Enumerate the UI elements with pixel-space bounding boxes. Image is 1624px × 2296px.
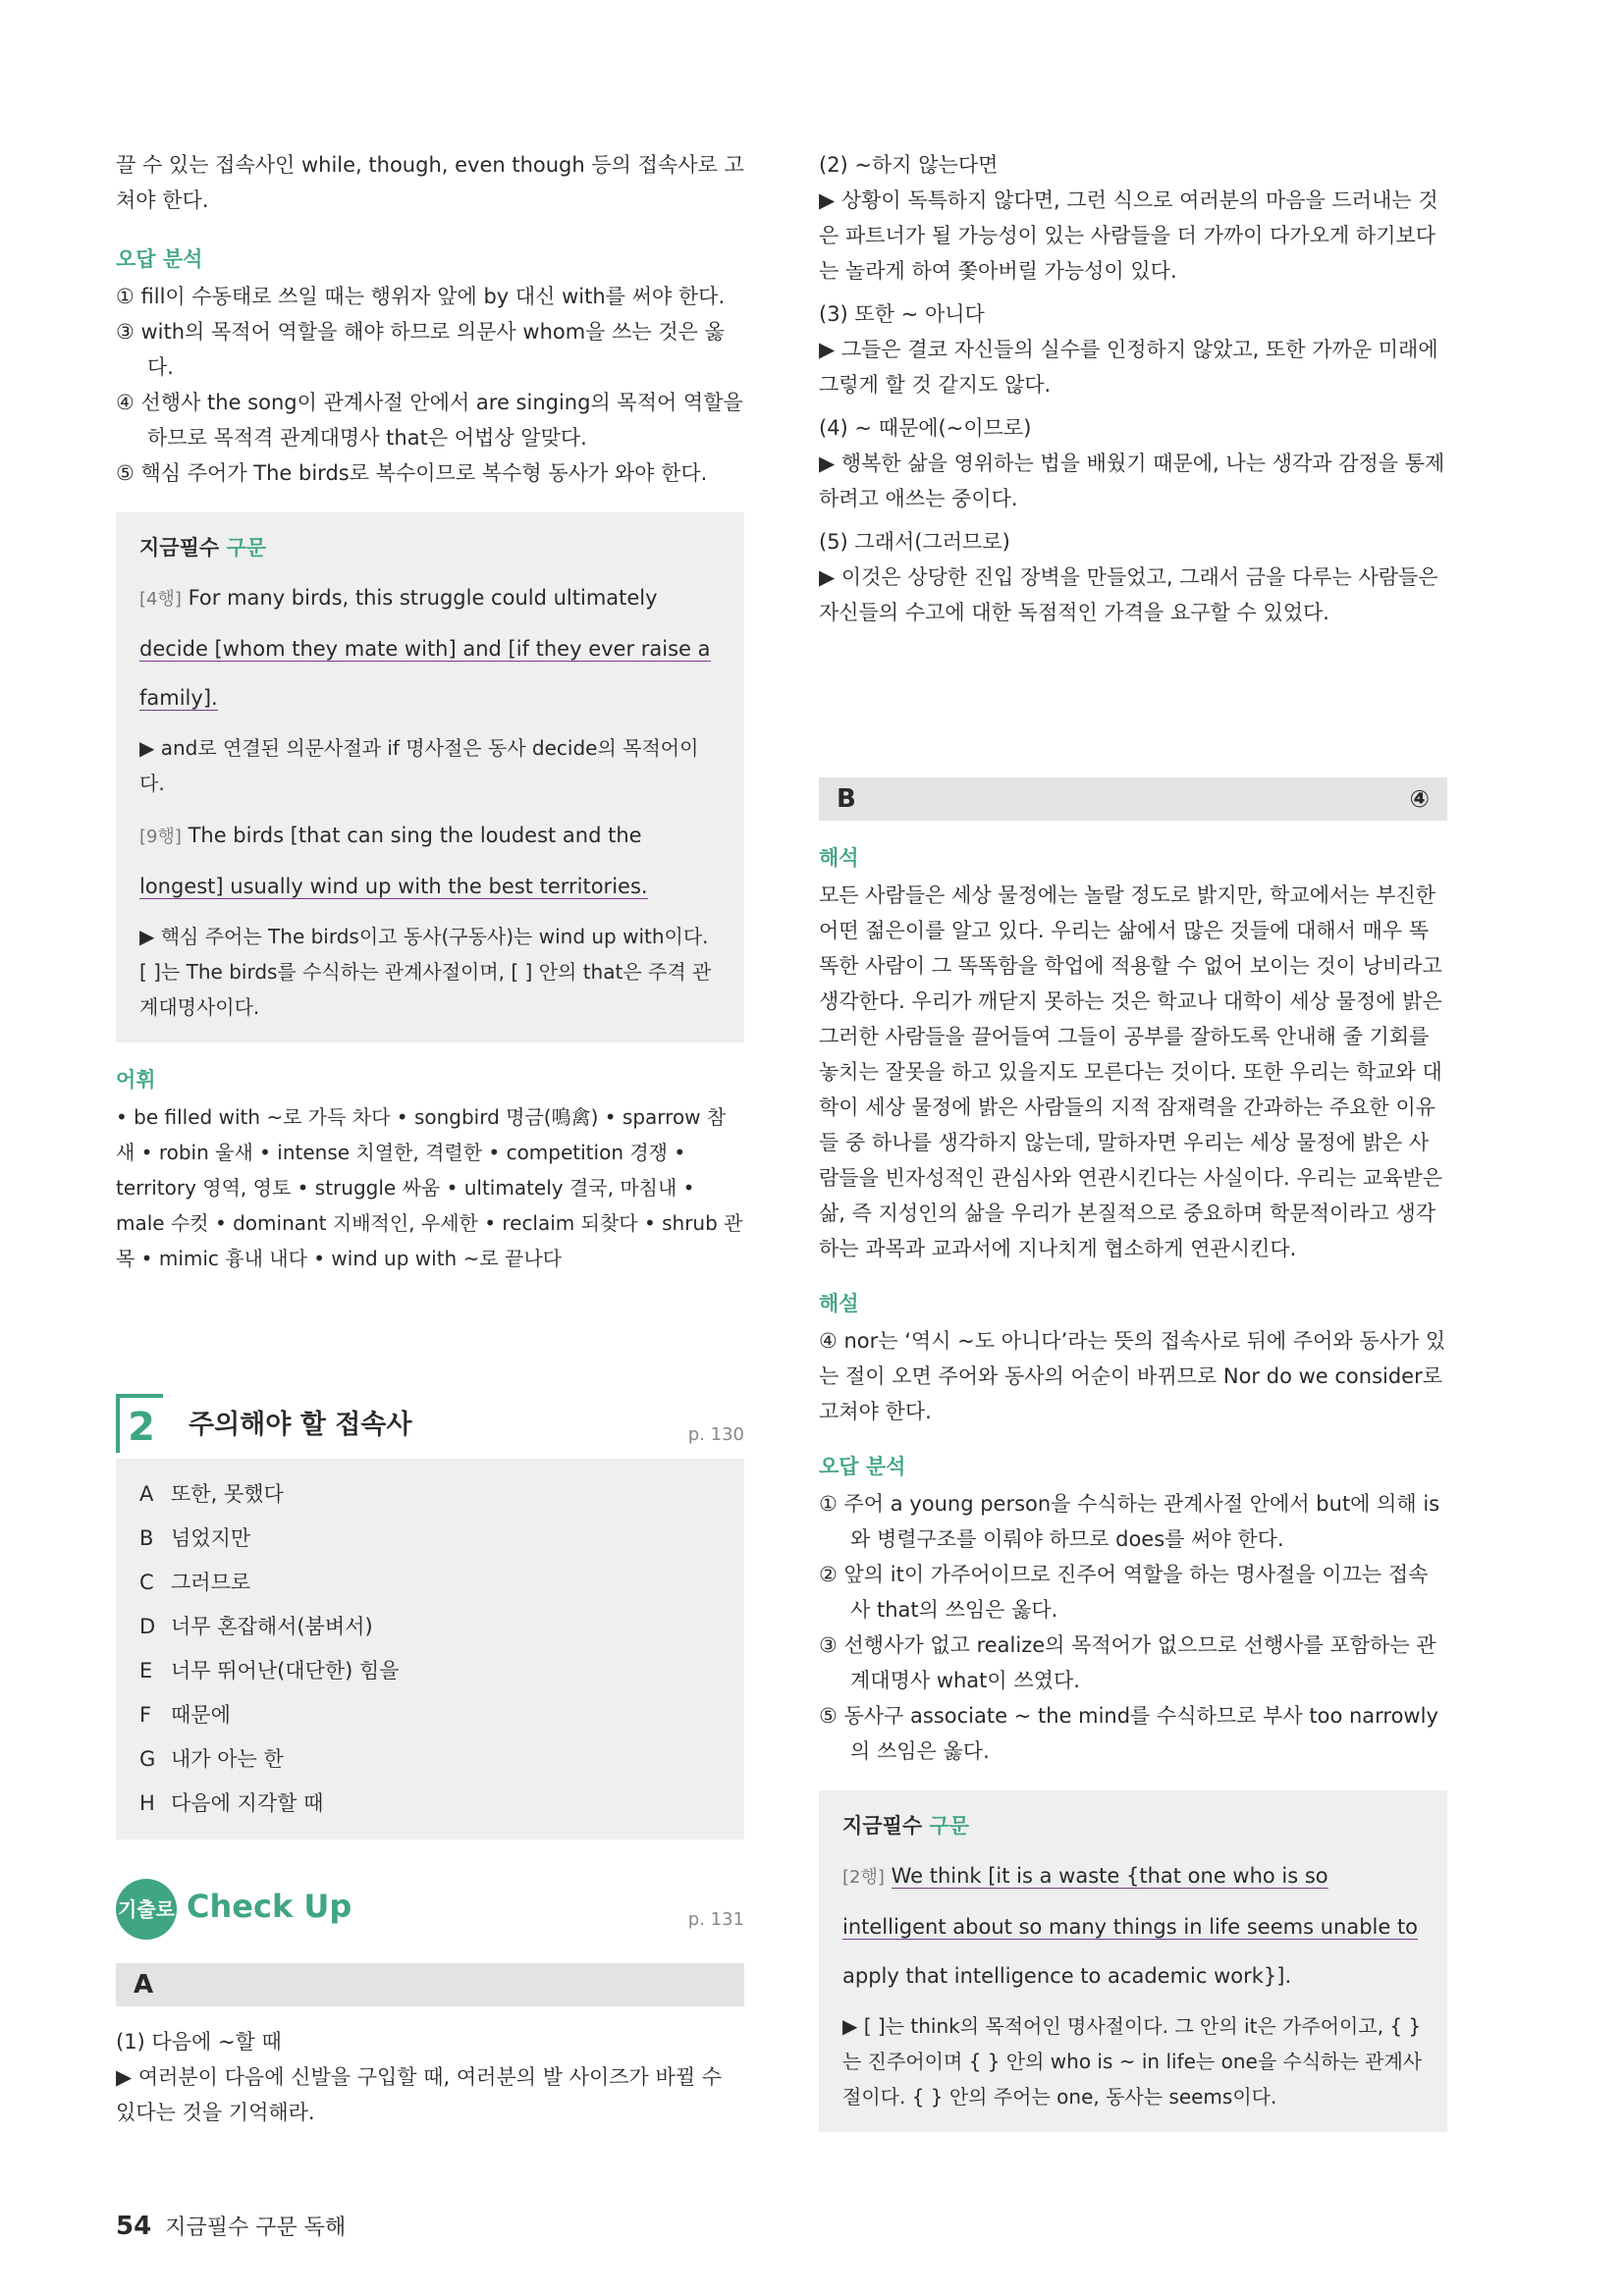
syntax-box	[116, 512, 744, 1042]
answer-row: H 다음에 지각할 때	[139, 1791, 324, 1815]
page-number: 54	[116, 2212, 152, 2241]
section-page-ref: p. 130	[687, 1424, 744, 1445]
answer-row: B 넘었지만	[139, 1526, 251, 1550]
item-text: ▶ 행복한 삶을 영위하는 법을 배웠기 때문에, 나는 생각과 감정을 통제하려고 애쓰는 중이다.	[819, 452, 1445, 510]
checkup-title: Check Up	[187, 1888, 352, 1925]
wrong-item: ① fill이 수동태로 쓰일 때는 행위자 앞에 by 대신 with를 써야 한다.	[116, 285, 726, 308]
answer-row: A 또한, 못했다	[139, 1482, 284, 1506]
section-header	[116, 1394, 744, 1459]
box-title-sub: 구문	[929, 1814, 970, 1838]
example-line: decide [whom they mate with] and [if they ever raise a	[139, 637, 711, 661]
line-number: [9행]	[139, 827, 182, 847]
item-text: ▶ 상황이 독특하지 않다면, 그런 식으로 여러분의 마음을 드러내는 것은 파트너가 될 가능성이 있는 사람들을 더 가까이 다가오게 하기보다는 놀라게 하여 쫓아버릴 가능성이 있다.	[819, 188, 1438, 283]
checkup-page-ref: p. 131	[687, 1909, 744, 1930]
wrong-item: ② 앞의 it이 가주어이므로 진주어 역할을 하는 명사절을 이끄는 접속사 that의 쓰임은 옳다.	[819, 1563, 1429, 1622]
item-title: (5) 그래서(그러므로)	[819, 530, 1010, 554]
example-line: intelligent about so many things in life seems unable to	[842, 1915, 1419, 1939]
explanation-text: ④ nor는 ‘역시 ~도 아니다’라는 뜻의 접속사로 뒤에 주어와 동사가 있는 절이 오면 주어와 동사의 어순이 바뀌므로 Nor do we consider로 고쳐야 한다.	[819, 1329, 1446, 1423]
answer-row: D 너무 혼잡해서(붐벼서)	[139, 1615, 373, 1638]
checkup-badge: 기출로	[116, 1879, 177, 1940]
translation-title: 해석	[819, 846, 859, 870]
wrong-item: ③ with의 목적어 역할을 해야 하므로 의문사 whom을 쓰는 것은 옳다.	[116, 320, 725, 379]
checkup-header	[116, 1879, 744, 1948]
example-line: apply that intelligence to academic work}].	[842, 1964, 1292, 1988]
box-title-main: 지금필수	[842, 1814, 923, 1838]
page-footer	[116, 2211, 346, 2241]
example-note: ▶ 핵심 주어는 The birds이고 동사(구동사)는 wind up with이다. [ ]는 The birds를 수식하는 관계사절이며, [ ] 안의 that은 주격 관계대명사이다.	[139, 925, 712, 1019]
wrong-analysis-title: 오답 분석	[819, 1455, 906, 1478]
item-text: ▶ 그들은 결코 자신들의 실수를 인정하지 않았고, 또한 가까운 미래에 그렇게 할 것 같지도 않다.	[819, 338, 1438, 397]
answer-box	[116, 1459, 744, 1840]
item-title: (2) ~하지 않는다면	[819, 153, 999, 177]
section-number: 2	[116, 1394, 163, 1453]
book-title: 지금필수 구문 독해	[165, 2216, 347, 2240]
example-note: ▶ and로 연결된 의문사절과 if 명사절은 동사 decide의 목적어이다.	[139, 736, 699, 795]
right-column	[819, 147, 1447, 2132]
example-note: ▶ [ ]는 think의 목적어인 명사절이다. 그 안의 it은 가주어이고, { }는 진주어이며 { } 안의 who is ~ in life는 one을 수식하는 관계사절이다. { } 안의 주어는 one, 동사는 seems이다.	[842, 2014, 1423, 2109]
example-line: longest] usually wind up with the best territories.	[139, 875, 648, 898]
wrong-analysis-title: 오답 분석	[116, 247, 203, 271]
answer-mark: ④	[1409, 785, 1430, 813]
example-line: The birds [that can sing the loudest and the	[188, 824, 642, 847]
example-line: For many birds, this struggle could ultimately	[188, 586, 658, 610]
vocab-title: 어휘	[116, 1068, 156, 1092]
intro-text: 끌 수 있는 접속사인 while, though, even though 등의 접속사로 고쳐야 한다.	[116, 153, 744, 212]
translation-text: 모든 사람들은 세상 물정에는 놀랄 정도로 밝지만, 학교에서는 부진한 어떤 젊은이를 알고 있다. 우리는 삶에서 많은 것들에 대해서 매우 똑똑한 사람이 그 똑똑함을 학업에 적용할 수 없어 보이는 것이 낭비라고 생각한다. 우리가 깨닫지 못하는 것은 학교나 대학이 세상 물정에 밝은 그러한 사람들을 끌어들여 그들이 공부를 잘하도록 안내해 줄 기회를 놓치는 잘못을 하고 있을지도 모른다는 것이다. 또한 우리는 학교와 대학이 세상 물정에 밝은 사람들의 지적 잠재력을 간과하는 주요한 이유들 중 하나를 생각하지 않는데, 말하자면 우리는 세상 물정에 밝은 사람들을 빈자성적인 관심사와 연관시킨다는 사실이다. 우리는 교육받은 삶, 즉 지성인의 삶을 우리가 본질적으로 중요하며 학문적이라고 생각하는 과목과 교과서에 지나치게 협소하게 연관시킨다.	[819, 883, 1443, 1260]
example-sentence-1	[139, 573, 721, 722]
item-title: (1) 다음에 ~할 때	[116, 2030, 282, 2054]
example-sentence-2	[139, 811, 721, 911]
part-bar-a: A	[116, 1963, 744, 2006]
item-text: ▶ 여러분이 다음에 신발을 구입할 때, 여러분의 발 사이즈가 바뀔 수 있다는 것을 기억해라.	[116, 2065, 723, 2124]
explanation-title: 해설	[819, 1292, 859, 1315]
wrong-item: ① 주어 a young person을 수식하는 관계사절 안에서 but에 의해 is와 병렬구조를 이뤄야 하므로 does를 써야 한다.	[819, 1492, 1440, 1551]
syntax-box-title	[139, 530, 721, 565]
wrong-item: ⑤ 핵심 주어가 The birds로 복수이므로 복수형 동사가 와야 한다.	[116, 461, 708, 485]
answer-row: C 그러므로	[139, 1571, 251, 1594]
item-title: (4) ~ 때문에(~이므로)	[819, 416, 1032, 440]
line-number: [2행]	[842, 1867, 885, 1888]
syntax-box-title	[842, 1808, 1424, 1843]
wrong-item: ⑤ 동사구 associate ~ the mind를 수식하므로 부사 too narrowly의 쓰임은 옳다.	[819, 1704, 1438, 1763]
line-number: [4행]	[139, 589, 182, 610]
left-column	[116, 147, 744, 2130]
item-title: (3) 또한 ~ 아니다	[819, 302, 985, 326]
box-title-sub: 구문	[226, 536, 267, 560]
section-title: 주의해야 할 접속사	[189, 1410, 412, 1440]
answer-row: G 내가 아는 한	[139, 1747, 284, 1771]
wrong-item: ③ 선행사가 없고 realize의 목적어가 없으므로 선행사를 포함하는 관계대명사 what이 쓰였다.	[819, 1633, 1436, 1692]
example-line: We think [it is a waste {that one who is so	[891, 1864, 1328, 1888]
vocab-list: • be filled with ~로 가득 차다 • songbird 명금(鳴禽) • sparrow 참새 • robin 울새 • intense 치열한, 격렬한 • competition 경쟁 • territory 영역, 영토 • struggle 싸움 • ultimately 결국, 마침내 • male 수컷 • dominant 지배적인, 우세한 • reclaim 되찾다 • shrub 관목 • mimic 흉내 내다 • wind up with ~로 끝나다	[116, 1105, 743, 1270]
example-sentence	[842, 1851, 1424, 2001]
part-bar-b	[819, 777, 1447, 821]
answer-row: F 때문에	[139, 1703, 231, 1727]
example-line: family].	[139, 686, 218, 710]
item-text: ▶ 이것은 상당한 진입 장벽을 만들었고, 그래서 금을 다루는 사람들은 자신들의 수고에 대한 독점적인 가격을 요구할 수 있었다.	[819, 565, 1438, 624]
answer-row: E 너무 뛰어난(대단한) 힘을	[139, 1659, 400, 1682]
part-label: B	[837, 784, 856, 814]
box-title-main: 지금필수	[139, 536, 220, 560]
syntax-box	[819, 1790, 1447, 2132]
wrong-item: ④ 선행사 the song이 관계사절 안에서 are singing의 목적어 역할을 하므로 목적격 관계대명사 that은 어법상 알맞다.	[116, 391, 743, 450]
